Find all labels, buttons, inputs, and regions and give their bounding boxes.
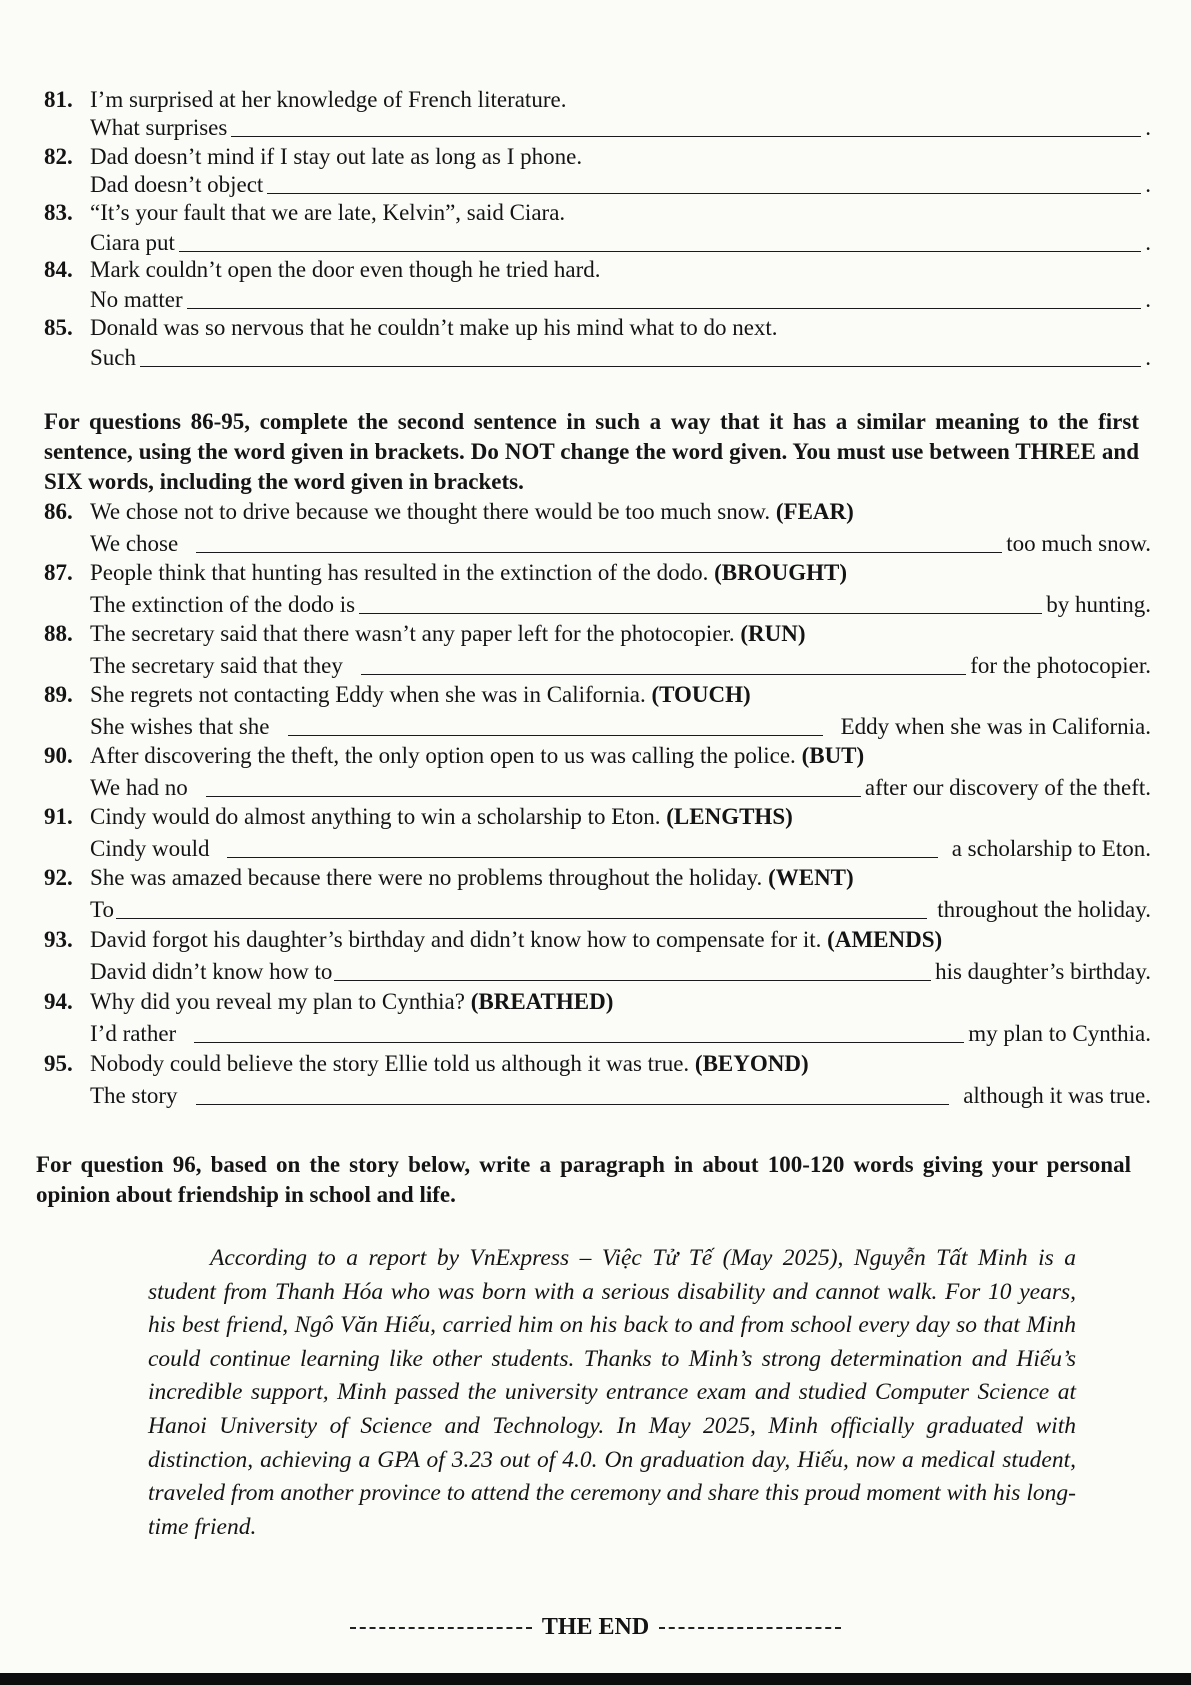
answer-end: . [1145,230,1151,255]
question-84 [44,256,1151,284]
answer-end: Eddy when she was in California. [840,714,1151,739]
question-prompt: She was amazed because there were no problems throughout the holiday. [90,865,763,890]
given-word: (BUT) [801,743,865,768]
given-word: (FEAR) [775,499,854,524]
answer-start: I’d rather [90,1021,177,1046]
answer-end: too much snow. [1006,531,1151,556]
answer-start: The story [90,1083,178,1108]
dashed-rule-left [350,1626,532,1629]
question-94 [44,988,1151,1016]
question-92 [44,864,1151,892]
question-87 [44,559,1151,587]
question-number: 91. [44,804,73,829]
story-passage [148,1242,1076,1544]
answer-end: his daughter’s birthday. [935,959,1151,984]
instructions-keyword-transform: For questions 86-95, complete the second sentence in such a way that it has a similar meaning to the first sentence, using the word given in brackets. Do NOT change the word given. You must use between THREE and SIX words, including the word given in brackets. [44,409,1139,494]
question-number: 90. [44,743,73,768]
given-word: (RUN) [740,621,806,646]
question-prompt: Cindy would do almost anything to win a scholarship to Eton. [90,804,661,829]
question-number: 84. [44,257,73,282]
question-prompt: The secretary said that there wasn’t any paper left for the photocopier. [90,621,735,646]
question-number: 88. [44,621,73,646]
the-end-footer [0,1614,1191,1641]
answer-line-94[interactable] [90,1018,1151,1048]
question-95 [44,1050,1151,1078]
dashed-rule-right [659,1626,841,1629]
given-word: (TOUCH) [651,682,751,707]
answer-end: . [1145,115,1151,140]
answer-blank[interactable] [206,795,861,797]
answer-end: for the photocopier. [970,653,1151,678]
answer-line-88[interactable] [90,650,1151,680]
answer-line-85[interactable] [90,342,1151,372]
answer-end: after our discovery of the theft. [864,775,1151,800]
question-number: 94. [44,989,73,1014]
question-prompt: Dad doesn’t mind if I stay out late as long as I phone. [90,144,583,169]
answer-start: The secretary said that they [90,653,343,678]
answer-start: Cindy would [90,836,210,861]
question-86 [44,498,1151,526]
answer-line-91[interactable] [90,833,1151,863]
given-word: (LENGTHS) [666,804,793,829]
answer-line-87[interactable] [90,589,1151,619]
question-91 [44,803,1151,831]
answer-blank[interactable] [140,365,1141,367]
answer-blank[interactable] [361,673,966,675]
answer-blank[interactable] [187,307,1142,309]
answer-blank[interactable] [116,917,927,919]
answer-line-81[interactable] [90,112,1151,142]
answer-start: No matter [90,287,183,312]
answer-end: . [1145,287,1151,312]
question-prompt: Donald was so nervous that he couldn’t make up his mind what to do next. [90,315,778,340]
answer-blank[interactable] [227,856,937,858]
story-text: According to a report by VnExpress – Việc Tử Tế (May 2025), Nguyễn Tất Minh is a student from Thanh Hóa who was born with a serious disability and cannot walk. For 10 years, his best friend, Ngô Văn Hiếu, carried him on his back to and from school every day so that Minh could continue learning like other students. Thanks to Minh’s strong determination and Hiếu’s incredible support, Minh passed the university entrance exam and studied Computer Science at Hanoi University of Science and Technology. In May 2025, Minh officially graduated with distinction, achieving a GPA of 3.23 out of 4.0. On graduation day, Hiếu, now a medical student, traveled from another province to attend the ceremony and share this proud moment with his long-time friend. [148,1245,1076,1540]
answer-start: David didn’t know how to [90,959,333,984]
given-word: (BREATHED) [470,989,614,1014]
answer-line-90[interactable] [90,772,1151,802]
question-number: 93. [44,927,73,952]
question-prompt: Mark couldn’t open the door even though he tried hard. [90,257,601,282]
answer-line-84[interactable] [90,284,1151,314]
answer-blank[interactable] [194,1041,964,1043]
answer-line-93[interactable] [90,956,1151,986]
answer-line-82[interactable] [90,169,1151,199]
answer-line-86[interactable] [90,528,1151,558]
answer-blank[interactable] [359,612,1042,614]
given-word: (WENT) [768,865,854,890]
question-88 [44,620,1151,648]
answer-start: Dad doesn’t object [90,172,264,197]
answer-blank[interactable] [231,135,1141,137]
question-prompt: People think that hunting has resulted in the extinction of the dodo. [90,560,709,585]
question-prompt: Why did you reveal my plan to Cynthia? [90,989,465,1014]
answer-blank[interactable] [267,192,1141,194]
answer-end: by hunting. [1046,592,1151,617]
question-prompt: After discovering the theft, the only option open to us was calling the police. [90,743,796,768]
question-89 [44,681,1151,709]
question-83 [44,199,1151,227]
answer-end: although it was true. [963,1083,1151,1108]
question-number: 89. [44,682,73,707]
question-prompt: David forgot his daughter’s birthday and didn’t know how to compensate for it. [90,927,822,952]
answer-blank[interactable] [334,979,931,981]
given-word: (BEYOND) [694,1051,809,1076]
answer-end: throughout the holiday. [937,897,1151,922]
answer-start: The extinction of the dodo is [90,592,356,617]
answer-start: We chose [90,531,179,556]
answer-line-89[interactable] [90,711,1151,741]
question-number: 81. [44,87,73,112]
question-85 [44,314,1151,342]
answer-end: . [1145,345,1151,370]
scan-edge-bar [0,1673,1191,1685]
answer-line-92[interactable] [90,894,1151,924]
question-number: 86. [44,499,73,524]
answer-end: my plan to Cynthia. [968,1021,1151,1046]
answer-start: Ciara put [90,230,175,255]
question-93 [44,926,1151,954]
question-number: 85. [44,315,73,340]
question-number: 87. [44,560,73,585]
answer-blank[interactable] [179,250,1141,252]
answer-start: She wishes that she [90,714,270,739]
given-word: (AMENDS) [827,927,943,952]
question-prompt: I’m surprised at her knowledge of French literature. [90,87,567,112]
question-number: 82. [44,144,73,169]
answer-blank[interactable] [288,734,823,736]
answer-blank[interactable] [196,551,1002,553]
answer-start: We had no [90,775,188,800]
question-81 [44,86,1151,114]
question-prompt: Nobody could believe the story Ellie told us although it was true. [90,1051,690,1076]
question-prompt: She regrets not contacting Eddy when she was in California. [90,682,646,707]
answer-start: What surprises [90,115,228,140]
answer-start: To [90,897,114,922]
the-end-text: THE END [541,1614,650,1640]
question-number: 95. [44,1051,73,1076]
question-90 [44,742,1151,770]
question-number: 83. [44,200,73,225]
question-number: 92. [44,865,73,890]
question-82 [44,143,1151,171]
answer-line-95[interactable] [90,1080,1151,1110]
answer-line-83[interactable] [90,227,1151,257]
answer-start: Such [90,345,136,370]
question-prompt: We chose not to drive because we thought there would be too much snow. [90,499,771,524]
answer-blank[interactable] [196,1103,950,1105]
given-word: (BROUGHT) [714,560,847,585]
answer-end: a scholarship to Eton. [951,836,1151,861]
answer-end: . [1145,172,1151,197]
instructions-writing: For question 96, based on the story below, write a paragraph in about 100-120 words giving your personal opinion about friendship in school and life. [36,1152,1131,1207]
question-prompt: “It’s your fault that we are late, Kelvin”, said Ciara. [90,200,566,225]
